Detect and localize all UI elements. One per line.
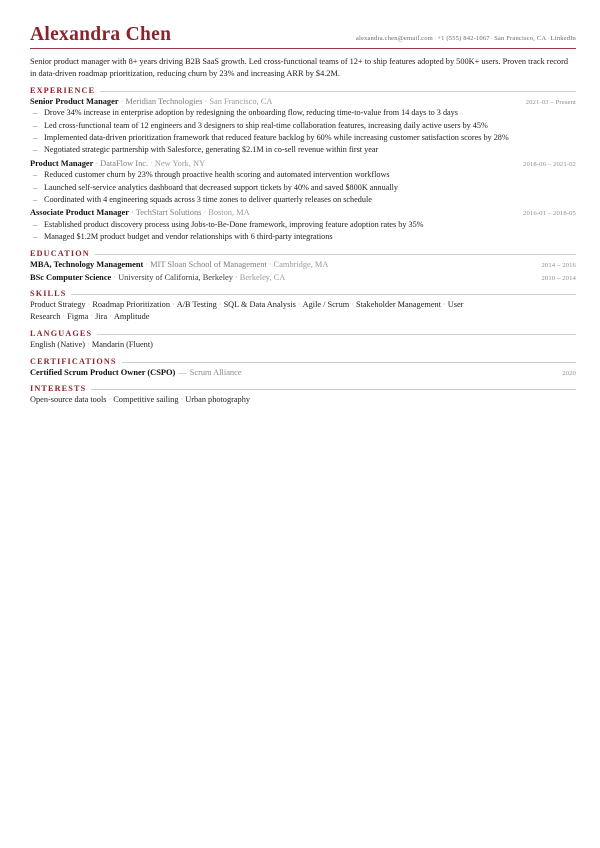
bullet-dash-icon: –: [33, 182, 38, 192]
bullet-dash-icon: –: [33, 232, 38, 242]
dot-separator-icon: ·: [442, 299, 446, 309]
entry-date-range: 2021-03 – Present: [525, 98, 576, 106]
section-header-interests: [30, 384, 576, 393]
languages-list: [30, 339, 576, 351]
entry-job-title: Senior Product Manager: [30, 96, 119, 106]
skills-list: [30, 299, 576, 323]
entry-bullet-item: – Drove 34% increase in enterprise adoption by redesigning the onboarding flow, reducing time-to-value from 14 days to 3 days: [30, 107, 576, 119]
entry-job-title: Product Manager: [30, 158, 94, 168]
skill-item: A/B Testing: [176, 299, 217, 309]
dot-separator-icon: ·: [218, 299, 222, 309]
contact-separator-icon: ·: [490, 35, 494, 42]
certification-entry: [30, 367, 576, 378]
entry-organization: DataFlow Inc.: [100, 158, 149, 168]
entry-header: [30, 207, 576, 218]
dot-separator-icon: ·: [268, 260, 272, 270]
entry-location: Berkeley, CA: [239, 272, 286, 282]
dot-separator-icon: ·: [62, 311, 66, 321]
entry-institution: MIT Sloan School of Management: [150, 260, 267, 270]
dot-separator-icon: ·: [108, 395, 112, 405]
section-divider: [91, 389, 576, 390]
section-education: [30, 249, 576, 282]
interest-item: Open-source data tools: [30, 395, 107, 405]
entry-header: [30, 272, 576, 283]
contact-email[interactable]: alexandra.chen@email.com: [355, 35, 433, 42]
entry-location: San Francisco, CA: [209, 96, 273, 106]
skill-item: Agile / Scrum: [302, 299, 350, 309]
section-title-education: EDUCATION: [30, 249, 90, 259]
experience-entry-list: [30, 96, 576, 244]
dot-separator-icon: ·: [234, 272, 238, 282]
entry-date-range: 2016-01 – 2018-05: [523, 210, 576, 218]
entry-bullet-item: – Implemented data-driven prioritization framework that reduced feature backlog by 60% while increasing customer satisfaction scores by 28%: [30, 132, 576, 144]
resume-entry: [30, 259, 576, 270]
section-languages: [30, 329, 576, 351]
section-divider: [97, 334, 576, 335]
section-title-languages: LANGUAGES: [30, 328, 93, 338]
entry-bullet-item: – Established product discovery process using Jobs-to-Be-Done framework, improving feature adoption rates by 35%: [30, 219, 576, 231]
entry-heading-text: [30, 158, 205, 169]
dot-separator-icon: ·: [351, 299, 354, 309]
professional-summary: Senior product manager with 8+ years driving B2B SaaS growth. Led cross-functional teams of 12+ to ship features adopted by 500K+ users. Proven track record in data-driven roadmap prioritization, reducing churn by 23% and increasing ARR by $4.2M.: [30, 57, 568, 79]
entry-header: [30, 96, 576, 107]
resume-entry: [30, 272, 576, 283]
dot-separator-icon: ·: [171, 299, 175, 309]
dot-separator-icon: ·: [95, 158, 99, 168]
resume-entry: [30, 96, 576, 157]
skill-item: Jira: [95, 311, 108, 321]
contact-separator-icon: ·: [547, 35, 550, 42]
entry-heading-text: [30, 259, 328, 270]
entry-header: [30, 158, 576, 169]
interests-list: [30, 394, 576, 406]
section-certifications: [30, 357, 576, 378]
resume-header: [30, 24, 576, 49]
entry-header: [30, 259, 576, 270]
language-item: English (Native): [30, 339, 86, 349]
section-title-experience: EXPERIENCE: [30, 85, 96, 95]
entry-bullet-item: – Managed $1.2M product budget and vendor relationships with 6 third-party integrations: [30, 231, 576, 243]
skill-item: Amplitude: [113, 311, 150, 321]
candidate-name: Alexandra Chen: [30, 24, 172, 45]
skill-item: Stakeholder Management: [355, 299, 441, 309]
skill-item: Figma: [67, 311, 89, 321]
entry-heading-text: [30, 207, 250, 218]
entry-date-range: 2018-06 – 2021-02: [523, 160, 576, 168]
dot-separator-icon: ·: [130, 208, 134, 218]
entry-bullet-list: [30, 219, 576, 244]
entry-job-title: Associate Product Manager: [30, 208, 129, 218]
bullet-dash-icon: –: [33, 194, 38, 204]
dot-separator-icon: ·: [120, 96, 124, 106]
dot-separator-icon: ·: [87, 339, 90, 349]
entry-heading-text: [30, 272, 285, 283]
entry-bullet-item: – Led cross-functional team of 12 engineers and 3 designers to ship real-time collaboration features, increasing daily active users by 45%: [30, 120, 576, 132]
skill-item: Roadmap Prioritization: [92, 299, 170, 309]
entry-bullet-item: – Negotiated strategic partnership with Salesforce, generating $2.1M in co-sell revenue within first year: [30, 144, 576, 156]
section-header-skills: [30, 289, 576, 298]
dot-separator-icon: ·: [180, 395, 184, 405]
section-header-experience: [30, 86, 576, 95]
contact-separator-icon: ·: [433, 35, 437, 42]
certification-name: Certified Scrum Product Owner (CSPO): [30, 367, 176, 377]
skill-item: SQL & Data Analysis: [223, 299, 296, 309]
entry-location: New York, NY: [154, 158, 206, 168]
certification-issuer: Scrum Alliance: [189, 367, 242, 377]
section-header-languages: [30, 329, 576, 338]
contact-linkedin-link[interactable]: LinkedIn: [550, 35, 576, 42]
section-skills: [30, 289, 576, 323]
dot-separator-icon: ·: [145, 260, 149, 270]
entry-organization: Meridian Technologies: [125, 96, 203, 106]
education-entry-list: [30, 259, 576, 282]
dot-separator-icon: ·: [297, 299, 301, 309]
entry-degree-title: BSc Computer Science: [30, 272, 112, 282]
dot-separator-icon: ·: [203, 208, 207, 218]
dot-separator-icon: ·: [87, 299, 91, 309]
entry-bullet-item: – Launched self-service analytics dashboard that decreased support tickets by 40% and saved $800K annually: [30, 182, 576, 194]
interest-item: Competitive sailing: [113, 395, 179, 405]
entry-location: Boston, MA: [208, 208, 250, 218]
contact-line: [356, 35, 576, 43]
dot-separator-icon: ·: [204, 96, 208, 106]
dot-separator-icon: ·: [150, 158, 153, 168]
section-header-certifications: [30, 357, 576, 366]
interest-item: Urban photography: [185, 395, 250, 405]
section-title-skills: SKILLS: [30, 288, 67, 298]
bullet-dash-icon: –: [33, 120, 38, 130]
entry-heading-text: [30, 96, 272, 107]
resume-entry: [30, 158, 576, 207]
section-divider: [95, 254, 576, 255]
bullet-dash-icon: –: [33, 145, 38, 155]
language-item: Mandarin (Fluent): [91, 339, 153, 349]
certification-heading-text: [30, 367, 242, 378]
entry-degree-title: MBA, Technology Management: [30, 260, 144, 270]
entry-bullet-item: – Reduced customer churn by 23% through proactive health scoring and automated intervention workflows: [30, 169, 576, 181]
contact-phone[interactable]: +1 (555) 842-1067: [437, 35, 490, 42]
resume-entry: [30, 207, 576, 243]
entry-institution: University of California, Berkeley: [118, 272, 233, 282]
section-header-education: [30, 249, 576, 258]
bullet-dash-icon: –: [33, 133, 38, 143]
section-divider: [71, 294, 576, 295]
dot-separator-icon: ·: [113, 272, 117, 282]
certification-entry-list: [30, 367, 576, 378]
skill-item: Product Strategy: [30, 299, 86, 309]
section-title-certifications: CERTIFICATIONS: [30, 356, 117, 366]
entry-organization: TechStart Solutions: [135, 208, 202, 218]
contact-location: San Francisco, CA: [494, 35, 547, 42]
em-dash-separator-icon: —: [178, 367, 187, 377]
entry-bullet-list: [30, 169, 576, 206]
skill-item: User Research: [30, 299, 464, 321]
entry-bullet-list: [30, 107, 576, 157]
bullet-dash-icon: –: [33, 108, 38, 118]
entry-bullet-item: – Coordinated with 4 engineering squads across 3 time zones to deliver quarterly releases on schedule: [30, 194, 576, 206]
section-experience: [30, 86, 576, 244]
bullet-dash-icon: –: [33, 170, 38, 180]
certification-date: 2020: [562, 369, 576, 377]
section-title-interests: INTERESTS: [30, 384, 87, 394]
bullet-dash-icon: –: [33, 219, 38, 229]
entry-location: Cambridge, MA: [273, 260, 329, 270]
section-interests: [30, 384, 576, 406]
dot-separator-icon: ·: [109, 311, 112, 321]
dot-separator-icon: ·: [90, 311, 94, 321]
section-divider: [122, 362, 576, 363]
entry-date-range: 2014 – 2016: [541, 262, 576, 270]
section-divider: [100, 91, 576, 92]
entry-date-range: 2010 – 2014: [541, 274, 576, 282]
